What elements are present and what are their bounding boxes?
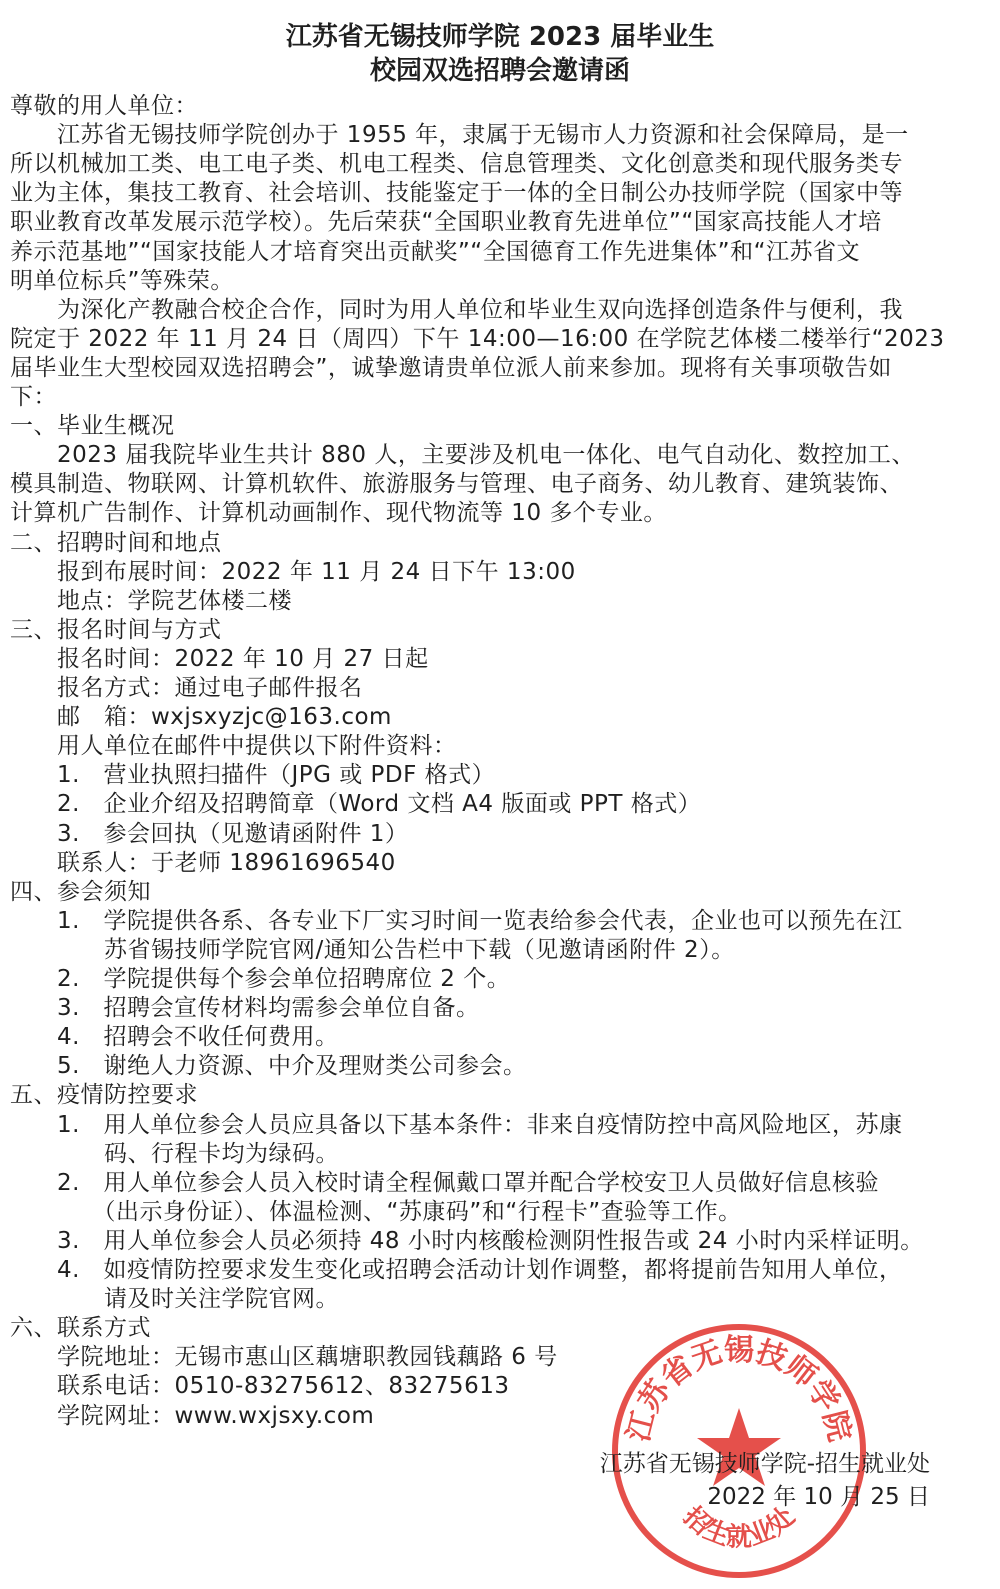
- body-line: 报名时间：2022 年 10 月 27 日起: [10, 645, 429, 672]
- body-line: 院定于 2022 年 11 月 24 日（周四）下午 14:00—16:00 在学院艺体楼二楼举行“2023: [10, 325, 945, 352]
- body-line: 1. 用人单位参会人员应具备以下基本条件：非来自疫情防控中高风险地区，苏康: [10, 1111, 903, 1138]
- body-line: 明单位标兵”等殊荣。: [10, 267, 234, 294]
- body-line: 3. 参会回执（见邀请函附件 1）: [10, 820, 409, 847]
- signature-org: 江苏省无锡技师学院-招生就业处: [599, 1451, 930, 1477]
- body-line: 二、招聘时间和地点: [10, 529, 222, 556]
- body-line: 计算机广告制作、计算机动画制作、现代物流等 10 多个专业。: [10, 500, 667, 527]
- body-line: 报名方式：通过电子邮件报名: [10, 675, 363, 701]
- body-line: 学院地址：无锡市惠山区藕塘职教园钱藕路 6 号: [10, 1344, 558, 1371]
- svg-text:江苏省无锡技师学院: 江苏省无锡技师学院: [620, 1333, 858, 1446]
- body-line: 养示范基地”“国家技能人才培育突出贡献奖”“全国德育工作先进集体”和“江苏省文: [10, 238, 860, 265]
- body-line: 联系人：于老师 18961696540: [10, 849, 396, 876]
- title-line-1: 江苏省无锡技师学院 2023 届毕业生: [285, 22, 715, 52]
- body-line: 4. 如疫情防控要求发生变化或招聘会活动计划作调整，都将提前告知用人单位，: [10, 1257, 903, 1283]
- body-line: 四、参会须知: [10, 878, 151, 905]
- body-line: 3. 招聘会宣传材料均需参会单位自备。: [10, 995, 480, 1022]
- body-line: 三、报名时间与方式: [10, 616, 222, 643]
- body-line: 地点：学院艺体楼二楼: [10, 587, 292, 614]
- body-line: 届毕业生大型校园双选招聘会”，诚挚邀请贵单位派人前来参加。现将有关事项敬告如: [10, 354, 892, 381]
- body-line: 业为主体，集技工教育、社会培训、技能鉴定于一体的全日制公办技师学院（国家中等: [10, 180, 903, 207]
- body-line: 2. 用人单位参会人员入校时请全程佩戴口罩并配合学校安卫人员做好信息核验: [10, 1169, 879, 1196]
- body-line: 请及时关注学院官网。: [10, 1286, 339, 1313]
- signature-date: 2022 年 10 月 25 日: [707, 1484, 930, 1510]
- body-line: 六、联系方式: [10, 1315, 151, 1342]
- body-line: 3. 用人单位参会人员必须持 48 小时内核酸检测阴性报告或 24 小时内采样证明。: [10, 1227, 924, 1254]
- body-line: 为深化产教融合校企合作，同时为用人单位和毕业生双向选择创造条件与便利，我: [10, 296, 903, 323]
- body-line: 邮 箱：wxjsxyzjc@163.com: [10, 704, 392, 731]
- body-line: 1. 营业执照扫描件（JPG 或 PDF 格式）: [10, 762, 496, 789]
- body-line: 2023 届我院毕业生共计 880 人，主要涉及机电一体化、电气自动化、数控加工、: [10, 442, 915, 469]
- body-line: 苏省锡技师学院官网/通知公告栏中下载（见邀请函附件 2）。: [10, 936, 735, 963]
- title-line-2: 校园双选招聘会邀请函: [369, 56, 630, 86]
- body-line: 学院网址：www.wxjsxy.com: [10, 1402, 375, 1429]
- body-line: （出示身份证）、体温检测、“苏康码”和“行程卡”查验等工作。: [10, 1198, 742, 1225]
- body-line: 报到布展时间：2022 年 11 月 24 日下午 13:00: [10, 558, 576, 585]
- body-line: 5. 谢绝人力资源、中介及理财类公司参会。: [10, 1053, 527, 1080]
- body-line: 1. 学院提供各系、各专业下厂实习时间一览表给参会代表，企业也可以预先在江: [10, 907, 903, 934]
- body-line: 所以机械加工类、电工电子类、机电工程类、信息管理类、文化创意类和现代服务类专: [10, 151, 903, 178]
- body-line: 江苏省无锡技师学院创办于 1955 年，隶属于无锡市人力资源和社会保障局，是一: [10, 122, 909, 149]
- body-line: 2. 企业介绍及招聘简章（Word 文档 A4 版面或 PPT 格式）: [10, 791, 702, 818]
- body-line: 五、疫情防控要求: [10, 1082, 198, 1109]
- body-line: 联系电话：0510-83275612、83275613: [10, 1373, 510, 1400]
- body-line: 下：: [10, 384, 57, 410]
- body-line: 尊敬的用人单位：: [10, 93, 198, 119]
- body-line: 2. 学院提供每个参会单位招聘席位 2 个。: [10, 966, 511, 992]
- body-line: 4. 招聘会不收任何费用。: [10, 1024, 339, 1051]
- body-line: 模具制造、物联网、计算机软件、旅游服务与管理、电子商务、幼儿教育、建筑装饰、: [10, 471, 903, 498]
- body-line: 用人单位在邮件中提供以下附件资料：: [10, 733, 457, 760]
- body-line: 职业教育改革发展示范学校）。先后荣获“全国职业教育先进单位”“国家高技能人才培: [10, 209, 882, 236]
- body-line: 一、毕业生概况: [10, 413, 175, 440]
- svg-text:招生就业处: 招生就业处: [677, 1501, 801, 1553]
- signature-block: [550, 1450, 930, 1512]
- body-line: 码、行程卡均为绿码。: [10, 1140, 339, 1167]
